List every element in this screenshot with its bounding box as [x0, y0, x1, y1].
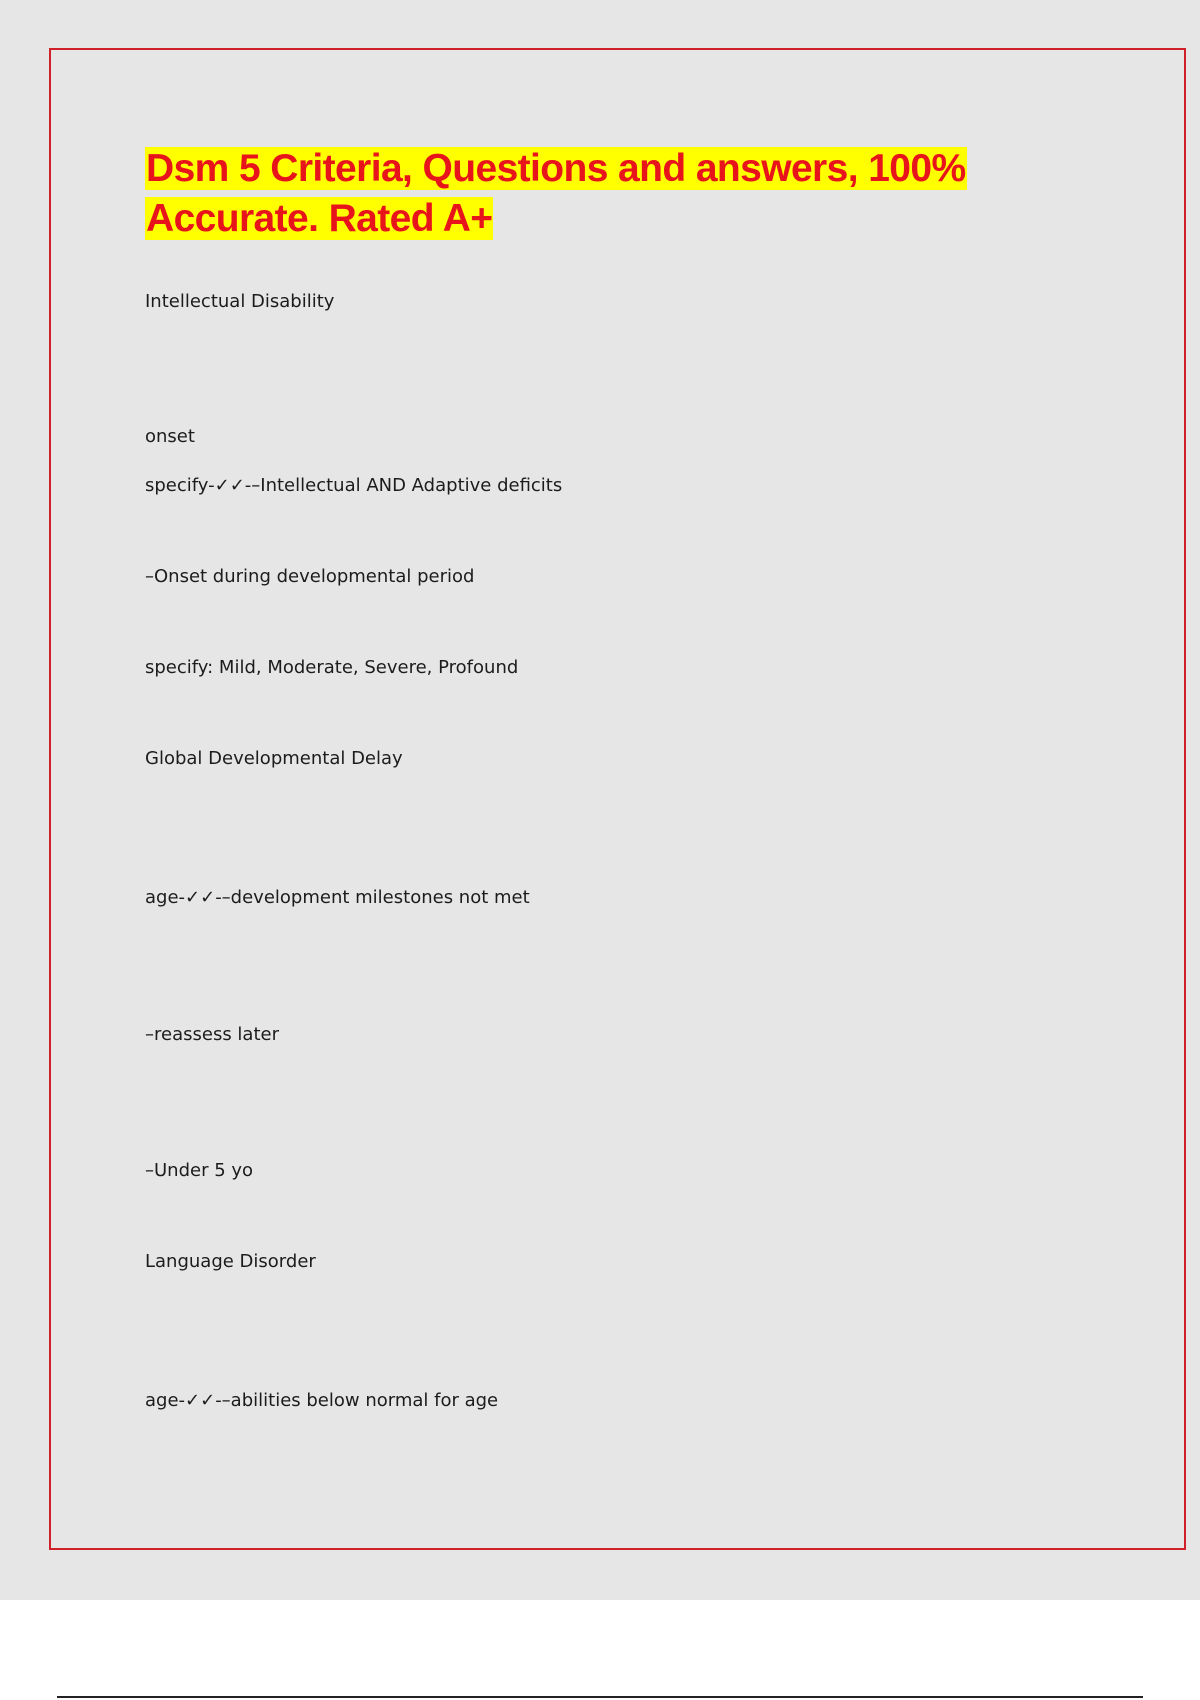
definition-line-specify-deficits: specify-✓✓-–Intellectual AND Adaptive deficits [145, 475, 563, 496]
definition-line-reassess: –reassess later [145, 1024, 279, 1045]
definition-line-onset: onset [145, 426, 195, 447]
term-global-developmental-delay: Global Developmental Delay [145, 748, 403, 769]
definition-line-milestones: age-✓✓-–development milestones not met [145, 887, 530, 908]
term-language-disorder: Language Disorder [145, 1251, 316, 1272]
title-highlight: Dsm 5 Criteria, Questions and answers, 100% Accurate. Rated A+ [146, 147, 966, 240]
page-border [49, 48, 1186, 1550]
definition-line-severity: specify: Mild, Moderate, Severe, Profound [145, 657, 519, 678]
definition-line-abilities: age-✓✓-–abilities below normal for age [145, 1390, 499, 1411]
definition-line-under-5: –Under 5 yo [145, 1160, 254, 1181]
document-title [145, 144, 1045, 244]
next-page-header-rule [57, 1696, 1143, 1698]
definition-line-onset-period: –Onset during developmental period [145, 566, 475, 587]
term-intellectual-disability: Intellectual Disability [145, 291, 335, 312]
